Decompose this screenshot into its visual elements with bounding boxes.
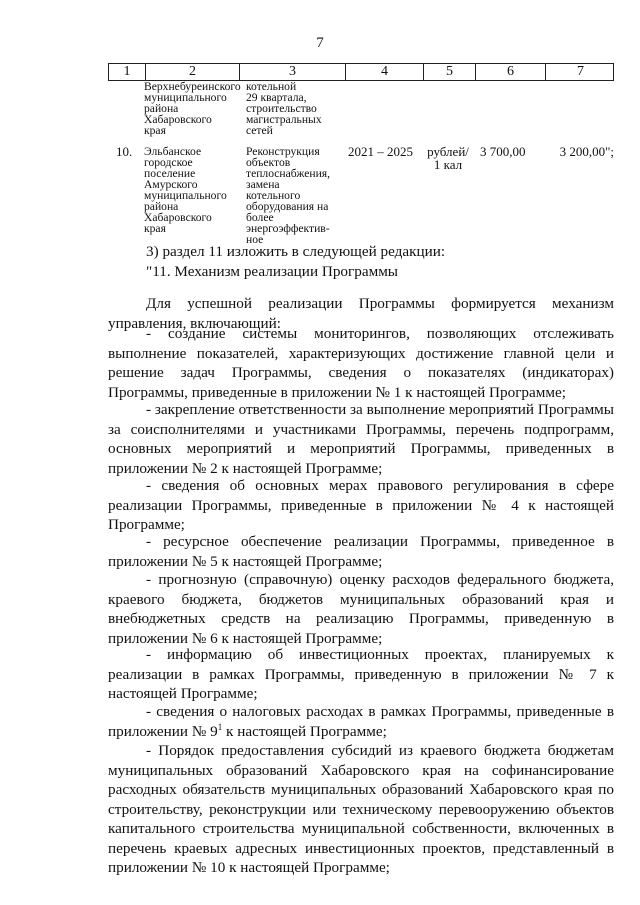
unit-cell: рублей/ 1 кал <box>427 144 469 172</box>
list-item-tax-expenses <box>108 702 614 741</box>
intro-paragraph: Для успешной реализации Программы формируется механизм управления, включающий: <box>108 295 614 332</box>
value-b-cell: 3 200,00"; <box>559 144 614 159</box>
tax-superscript: 1 <box>217 721 223 732</box>
period-cell: 2021 – 2025 <box>348 144 413 159</box>
value-a-cell: 3 700,00 <box>480 144 526 159</box>
row-number-cell: 10. <box>116 144 133 159</box>
header-col-4: 4 <box>345 64 423 80</box>
list-item-responsibility: - закрепление ответственности за выполнение мероприятий Программы за соисполнителями и участниками Программы, перечень подпрограмм, основных мероприятий и мероприятий Программы, приведенных в приложении № 2 к настоящей Программе; <box>108 401 614 477</box>
header-col-1: 1 <box>123 64 131 79</box>
tax-text-after: к настоящей Программе; <box>222 722 387 740</box>
table-row <box>108 81 614 143</box>
list-item-resources: - ресурсное обеспечение реализации Программы, приведенное в приложении № 5 к настоящей Программе; <box>108 533 614 570</box>
header-col-5: 5 <box>423 64 475 80</box>
table-header-row <box>108 63 614 81</box>
list-item-investment: - информацию об инвестиционных проектах, планируемых к реализации в рамках Программы, приведенную в приложении № 7 к настоящей Программе; <box>108 646 614 702</box>
header-col-3: 3 <box>239 64 345 80</box>
recipient-cell: Эльбанское городское поселение Амурского муниципального района Хабаровского края <box>144 145 227 235</box>
object-cell: котельной 29 квартала, строительство магистральных сетей <box>246 80 322 137</box>
header-col-2: 2 <box>145 64 239 80</box>
page-number: 7 <box>316 35 324 51</box>
recipient-cell: Верхнебуреинского муниципального района Хабаровского края <box>144 80 241 137</box>
header-col-7: 7 <box>545 64 615 80</box>
amendment-instruction: 3) раздел 11 изложить в следующей редакции: <box>146 243 446 260</box>
data-table <box>108 63 614 263</box>
tax-text-before: - сведения о налоговых расходах в рамках Программы, приведенные в приложении № 9 <box>108 703 614 740</box>
list-item-forecast: - прогнозную (справочную) оценку расходов федерального бюджета, краевого бюджета, бюджетов муниципальных образований края и внебюджетных средств на реализацию Программы, приведенную в приложении № 6 к настоящей Программе; <box>108 571 614 647</box>
list-item-monitoring: - создание системы мониторингов, позволяющих отслеживать выполнение показателей, характеризующих достижение главной цели и решение задач Программы, сведения о показателях (индикаторах) Программы, приведенные в приложении № 1 к настоящей Программе; <box>108 325 614 401</box>
section-heading: "11. Механизм реализации Программы <box>146 263 399 280</box>
object-cell: Реконструкция объектов теплоснабжения, замена котельного оборудования на более энергоэффектив- ное <box>246 145 331 246</box>
list-item-legal-regulation: - сведения об основных мерах правового регулирования в сфере реализации Программы, приведенные в приложении № 4 к настоящей Программе; <box>108 477 614 533</box>
list-item-subsidies: - Порядок предоставления субсидий из краевого бюджета бюджетам муниципальных образований Хабаровского края на софинансирование расходных обязательств муниципальных образований Хабаровского края по строительству, реконструкции или техническому перевооружению объектов капитального строительства муниципальной собственности, включенных в перечень краевых адресных инвестиционных проектов, представленный в приложении № 10 к настоящей Программе; <box>108 742 614 876</box>
header-col-6: 6 <box>475 64 545 80</box>
